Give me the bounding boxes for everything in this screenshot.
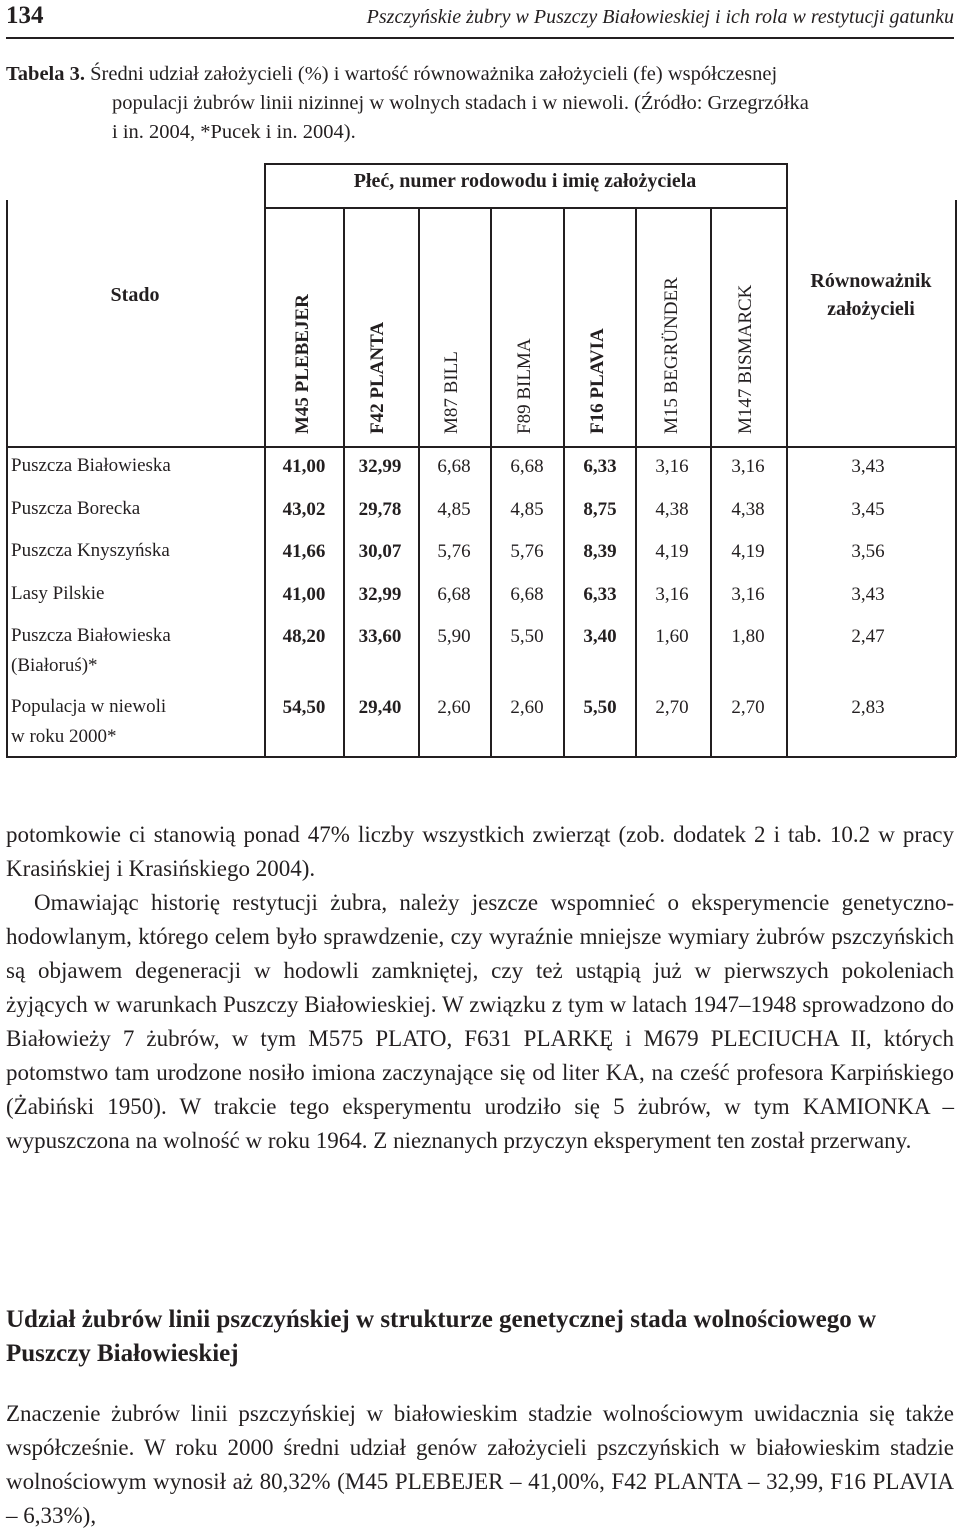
table-cell: 2,60 — [510, 697, 544, 718]
table-top-rule — [264, 163, 786, 165]
table-cell: 6,68 — [437, 584, 471, 605]
caption-label: Tabela 3. — [6, 63, 85, 85]
header-rule — [6, 37, 954, 39]
founder-header: F89 BILMA — [514, 338, 535, 434]
founder-header: M87 BILL — [441, 351, 462, 434]
body-paragraphs — [6, 818, 954, 1158]
table-cell: 4,85 — [510, 499, 544, 520]
table-caption — [6, 60, 954, 147]
row-label-text: (Białoruś)* — [11, 655, 98, 676]
row-label-text: Puszcza Borecka — [11, 498, 141, 519]
table-cell: 2,70 — [731, 697, 765, 718]
table-cell: 3,16 — [655, 584, 689, 605]
running-header — [6, 0, 954, 40]
table-cell-fe: 3,56 — [851, 541, 885, 562]
table-cell: 4,19 — [655, 541, 689, 562]
table-cell: 4,19 — [731, 541, 765, 562]
table-cell: 30,07 — [358, 541, 402, 562]
paragraph: Znaczenie żubrów linii pszczyńskiej w białowieskim stadzie wolnościowym uwidacznia się także współcześnie. W roku 2000 średni udział genów założycieli pszczyńskich w białowieskim stadzie wolnościowym wynosił aż 80,32% (M45 PLEBEJER – 41,00%, F42 PLANTA – 32,99, F16 PLAVIA – 6,33%), — [6, 1401, 954, 1528]
caption-line-2: populacji żubrów linii nizinnej w wolnych stadach i w niewoli. (Źródło: Grzegrzółka — [112, 92, 809, 114]
col-divider-4 — [490, 207, 492, 757]
section-heading: Udział żubrów linii pszczyńskiej w strukturze genetycznej stada wolnościowego w Puszczy Białowieskiej — [6, 1306, 877, 1367]
table-cell: 5,76 — [510, 541, 544, 562]
row-label-text: Lasy Pilskie — [11, 583, 105, 604]
founder-header: M45 PLEBEJER — [292, 294, 313, 434]
founder-header: M15 BEGRÜNDER — [661, 277, 682, 434]
table-cell: 1,60 — [655, 626, 689, 647]
table-cell: 41,66 — [282, 541, 326, 562]
row-label-text: Populacja w niewoli — [11, 696, 167, 717]
table-cell: 54,50 — [282, 697, 326, 718]
table-cell: 41,00 — [282, 456, 326, 477]
col-divider-1 — [264, 163, 266, 757]
caption-line-3: i in. 2004, *Pucek i in. 2004). — [112, 121, 356, 143]
table-cell-fe: 2,83 — [851, 697, 885, 718]
table-cell: 41,00 — [282, 584, 326, 605]
equiv-header-line2: założycieli — [827, 298, 915, 320]
col-divider-5 — [563, 207, 565, 757]
table-cell: 5,50 — [583, 697, 617, 718]
col-divider-8 — [786, 163, 788, 757]
table-cell: 29,78 — [358, 499, 402, 520]
row-label-text: Puszcza Knyszyńska — [11, 540, 170, 561]
table-cell: 6,68 — [437, 456, 471, 477]
row-label-text: Puszcza Białowieska — [11, 625, 171, 646]
row-label — [11, 451, 171, 481]
group-header-rule — [264, 207, 786, 209]
table-cell-fe: 3,43 — [851, 456, 885, 477]
col-divider-6 — [635, 207, 637, 757]
paragraph: potomkowie ci stanowią ponad 47% liczby wszystkich zwierząt (zob. dodatek 2 i tab. 10.2 w pracy Krasińskiej i Krasińskiego 2004). — [6, 822, 954, 881]
group-header: Płeć, numer rodowodu i imię założyciela — [353, 170, 697, 192]
table-cell: 5,50 — [510, 626, 544, 647]
table-cell: 6,68 — [510, 584, 544, 605]
col-divider-7 — [710, 207, 712, 757]
table-cell: 29,40 — [358, 697, 402, 718]
table-cell: 3,16 — [731, 584, 765, 605]
founder-header: F16 PLAVIA — [587, 328, 608, 434]
table-cell: 4,85 — [437, 499, 471, 520]
body-paragraphs-2 — [6, 1397, 954, 1532]
col-divider-3 — [418, 207, 420, 757]
table-cell: 1,80 — [731, 626, 765, 647]
table-cell: 32,99 — [358, 456, 402, 477]
table-bottom-rule — [6, 756, 956, 758]
row-label — [11, 536, 170, 566]
table-cell: 3,40 — [583, 626, 617, 647]
row-label-text: Puszcza Białowieska — [11, 455, 171, 476]
table-cell: 8,39 — [583, 541, 617, 562]
table-cell: 4,38 — [655, 499, 689, 520]
page-number: 134 — [6, 2, 44, 29]
table-cell: 3,16 — [655, 456, 689, 477]
row-label — [11, 692, 166, 752]
table-cell: 2,60 — [437, 697, 471, 718]
table-right-border — [955, 200, 957, 757]
founder-header: F42 PLANTA — [367, 321, 388, 434]
table-left-border — [6, 200, 8, 757]
table-cell: 33,60 — [358, 626, 402, 647]
caption-line-1: Średni udział założycieli (%) i wartość równoważnika założycieli (fe) współczesnej — [85, 63, 778, 85]
col-divider-2 — [343, 207, 345, 757]
row-label — [11, 621, 171, 681]
table-cell: 5,90 — [437, 626, 471, 647]
table-cell: 2,70 — [655, 697, 689, 718]
row-label-text: w roku 2000* — [11, 726, 117, 747]
equiv-header-line1: Równoważnik — [810, 270, 932, 292]
row-label — [11, 494, 140, 524]
stado-header: Stado — [110, 284, 160, 306]
table-cell: 6,33 — [583, 584, 617, 605]
table-cell: 6,68 — [510, 456, 544, 477]
table-cell: 5,76 — [437, 541, 471, 562]
table-cell-fe: 2,47 — [851, 626, 885, 647]
table-cell: 32,99 — [358, 584, 402, 605]
table-cell: 6,33 — [583, 456, 617, 477]
table-cell: 48,20 — [282, 626, 326, 647]
table-cell: 8,75 — [583, 499, 617, 520]
paragraph: Omawiając historię restytucji żubra, należy jeszcze wspomnieć o eksperymencie genetyczno-hodowlanym, którego celem było sprawdzenie, czy wyraźnie mniejsze wymiary żubrów pszczyńskich są objawem degeneracji w hodowli zamkniętej, czy też ustąpią już w pierwszych pokoleniach żyjących w warunkach Puszczy Białowieskiej. W związku z tym w latach 1947–1948 sprowadzono do Białowieży 7 żubrów, w tym M575 PLATO, F631 PLARKĘ i M679 PLECIUCHA II, których potomstwo tam urodzone nosiło imiona zaczynające się od liter KA, na cześć profesora Karpińskiego (Żabiński 1950). W trakcie tego eksperymentu urodziło się 5 żubrów, w tym KAMIONKA – wypuszczona na wolność w roku 1964. Z nieznanych przyczyn eksperyment ten został przerwany. — [6, 890, 954, 1153]
founder-header: M147 BISMARCK — [735, 284, 756, 434]
table-cell-fe: 3,43 — [851, 584, 885, 605]
running-title: Pszczyńskie żubry w Puszczy Białowieskiej i ich rola w restytucji gatunku — [366, 6, 954, 28]
row-label — [11, 579, 104, 609]
table-cell-fe: 3,45 — [851, 499, 885, 520]
table-cell: 3,16 — [731, 456, 765, 477]
table-cell: 43,02 — [282, 499, 326, 520]
table-cell: 4,38 — [731, 499, 765, 520]
header-bottom-rule — [6, 446, 956, 448]
